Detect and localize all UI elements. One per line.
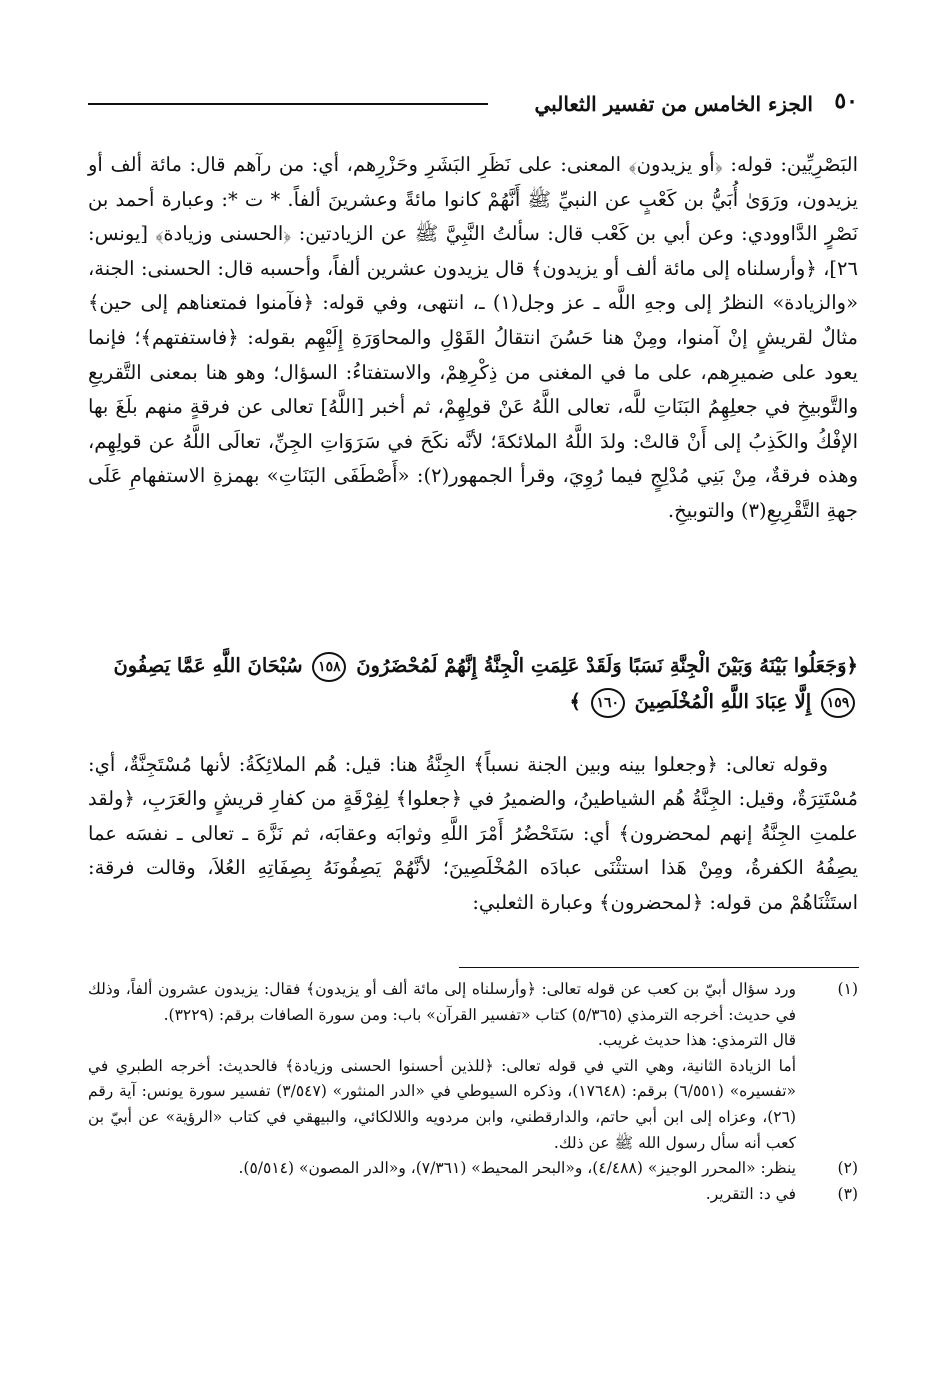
footnote-number: (٢) [837, 1159, 858, 1178]
footnote-2 [88, 1156, 858, 1182]
commentary-text [88, 748, 858, 920]
page-header [88, 84, 858, 124]
footnote-text: أما الزيادة الثانية، وهي التي في قوله تعالى: ﴿للذين أحسنوا الحسنى وزيادة﴾ فالحديث: أخرجه الطبري في «تفسيره» (٦/٥٥١) برقم: (١٧٦٤٨)، وذكره السيوطي في «الدر المنثور» (٣/٥٤٧) تفسير سورة يونس: آية رقم (٢٦)، وعزاه إلى ابن أبي حاتم، والدارقطني، وابن مردويه واللالكائي، والبيهقي في كتاب «الرؤية» عن أبيّ بن كعب أنه سأل رسول الله ﷺ عن ذلك. [88, 1056, 797, 1152]
verse-closing-bracket: ﴾ [569, 690, 581, 713]
footnote-text: ورد سؤال أبيّ بن كعب عن قوله تعالى: ﴿وأرسلناه إلى مائة ألف أو يزيدون﴾ فقال: يزيدون عشرون ألفاً، وذلك في حديث: أخرجه الترمذي (٥/٣٦٥) كتاب «تفسير القرآن» باب: ومن سورة الصافات برقم: (٣٢٢٩). [88, 980, 796, 1024]
verse-text-1: ﴿وَجَعَلُوا بَيْنَهُ وَبَيْنَ الْجِنَّةِ نَسَبًا وَلَقَدْ عَلِمَتِ الْجِنَّةُ إِنَّهُمْ لَمُحْضَرُونَ [356, 654, 858, 677]
header-rule [88, 103, 488, 105]
verse-text-2: سُبْحَانَ اللَّهِ عَمَّا يَصِفُونَ [113, 654, 303, 677]
commentary-paragraph: وقوله تعالى: ﴿وجعلوا بينه وبين الجنة نسباً﴾ الجِنَّةُ هنا: قيل: هُم الملائِكَةُ: لأنها مُسْتَجِنَّةٌ، أي: مُسْتَتِرَةٌ، وقيل: الجِنَّةُ هُم الشياطينُ، والضميرُ في ﴿جعلوا﴾ لِفِرْقَةٍ من كفارِ قريشٍ والعَرَبِ، ﴿ولقد علمتِ الجِنَّةُ إنهم لمحضرون﴾ أي: سَتَحْضُرُ أَمْرَ اللَّهِ وثوابَه وعقابَه، ثم نَزَّهَ ـ تعالى ـ نفسَه عما يصِفُهُ الكفرةُ، ومِنْ هَذا استثْنَى عبادَه المُخْلَصِينَ؛ لأنَّهُمْ يَصِفُونَهُ بِصِفَاتِهِ العُلاَ، وقالت فرقة: استَثْنَاهُمْ من قوله: ﴿لمحضرون﴾ وعبارة الثعلبي: [88, 753, 858, 914]
footnote-separator [459, 967, 859, 968]
main-paragraph: البَصْرِيِّين: قوله: ﴿أو يزيدون﴾ المعنى: على نَظَرِ البَشَرِ وحَزْرِهم، أي: من رآهم قال: مائة ألف أو يزيدون، ورَوَىٰ أُبَيُّ بن كَعْبٍ عن النبيِّ ﷺ أَنَّهُمْ كانوا مائةً وعشرينَ ألفاً. * ت *: وعبارة أحمد بن نَصْرٍ الدَّاوودي: وعن أبي بن كَعْب قال: سألتُ النَّبِيَّ ﷺ عن الزيادتين: ﴿الحسنى وزيادة﴾ [يونس: ٢٦]، ﴿وأرسلناه إلى مائة ألف أو يزيدون﴾ قال يزيدون عشرين ألفاً، وأحسبه قال: الحسنى: الجنة، «والزيادة» النظرُ إلى وجهِ اللَّه ـ عز وجل(١) ـ، انتهى، وفي قوله: ﴿فآمنوا فمتعناهم إلى حين﴾ مثالٌ لقريشٍ إنْ آمنوا، ومِنْ هنا حَسُنَ انتقالُ القَوْلِ والمحاوَرَةِ إِلَيْهِم بقوله: ﴿فاستفتهم﴾؛ فإنما يعود على ضميرِهم، على ما في المغنى من ذِكْرِهِمْ، والاستفتاءُ: السؤال؛ وهو هنا بمعنى التَّقريعِ والتَّوبيخِ في جعلِهِمُ البَنَاتِ للَّه، تعالى اللَّهُ عَنْ قولِهِمْ، ثم أخبر [اللَّهُ] تعالى عن فرقةٍ منهم بلَغَ بها الإفْكُ والكَذِبُ إلى أَنْ قالتْ: ولدَ اللَّهُ الملائكةَ؛ لأنَّه نكَحَ في سَرَوَاتِ الجِنِّ، تعالَى اللَّهُ عن قولِهِم، وهذه فرقةٌ، مِنْ بَنِي مُدْلِجٍ فيما رُوِيَ، وقرأ الجمهور(٢): «أَصْطَفَى البَنَاتِ» بهمزةِ الاستفهامِ عَلَى جهةِ التَّقْرِيعِ(٣) والتوبيخِ. [88, 153, 858, 522]
verse-number-158: ١٥٨ [312, 652, 346, 682]
footnote-text: ينظر: «المحرر الوجيز» (٤/٤٨٨)، و«البحر المحيط» (٧/٣٦١)، و«الدر المصون» (٥/٥١٤). [238, 1159, 796, 1178]
main-text [88, 148, 858, 529]
verse-text-3: إِلَّا عِبَادَ اللَّهِ الْمُخْلَصِينَ [634, 690, 812, 713]
footnote-number: (١) [837, 980, 858, 998]
footnote-text: قال الترمذي: هذا حديث غريب. [597, 1031, 796, 1050]
footnote-text: في د: التقرير. [705, 1184, 796, 1203]
footnote-3 [88, 1182, 858, 1208]
footnote-number: (٣) [837, 1184, 858, 1203]
footnote-1 [88, 977, 858, 1156]
running-title: الجزء الخامس من تفسير الثعالبي [534, 92, 813, 116]
verse-number-159: ١٥٩ [821, 688, 855, 718]
page-number: ٥٠ [834, 88, 858, 114]
verse-number-160: ١٦٠ [591, 688, 625, 718]
quran-verse-block [100, 648, 858, 720]
footnotes [88, 977, 858, 1207]
